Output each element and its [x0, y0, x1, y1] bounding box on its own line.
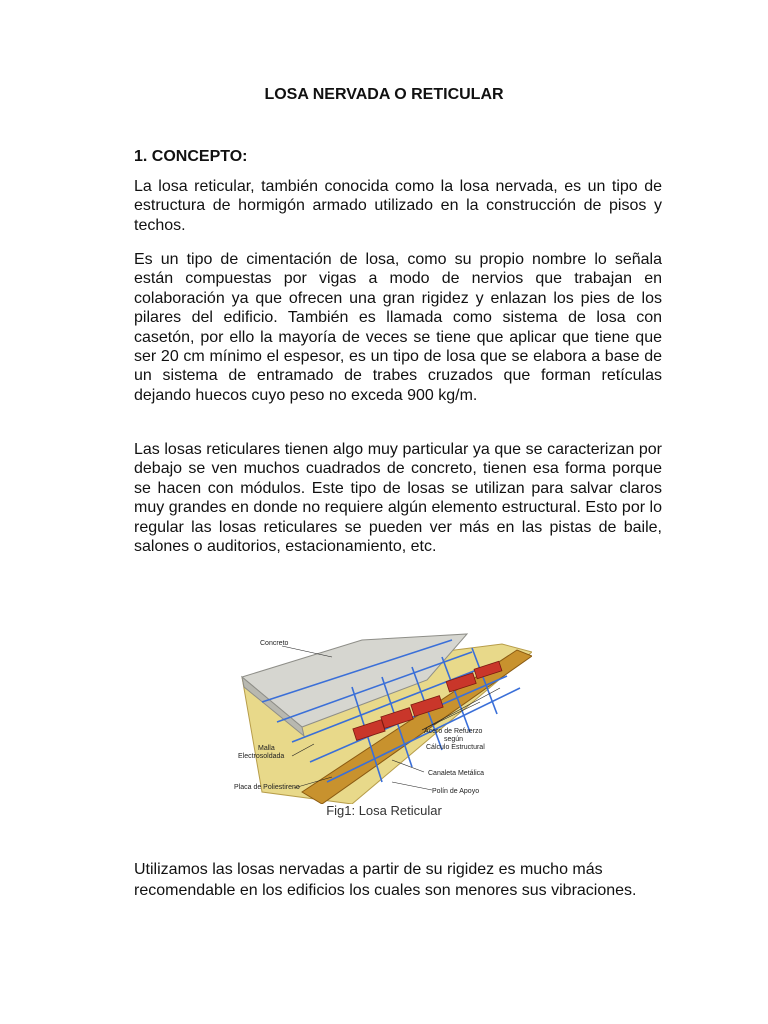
label-malla-2: Electrosoldada [238, 753, 285, 760]
label-acero-1: Acero de Refuerzo [424, 728, 483, 735]
losa-reticular-figure [232, 632, 532, 804]
closing-paragraph: Utilizamos las losas nervadas a partir de su rigidez es mucho más recomendable en los edificios los cuales son menores sus vibraciones. [134, 861, 637, 899]
paragraph-1: La losa reticular, también conocida como la losa nervada, es un tipo de estructura de hormigón armado utilizado en la construcción de pisos y techos. [134, 178, 662, 234]
label-polin: Polín de Apoyo [432, 788, 480, 795]
label-acero-2: según [444, 736, 464, 743]
label-malla-1: Malla [258, 745, 275, 752]
label-concreto: Concreto [260, 640, 289, 647]
losa-reticular-illustration [232, 632, 532, 804]
section-heading: 1. CONCEPTO: [134, 148, 248, 165]
figure-caption: Fig1: Losa Reticular [326, 803, 442, 818]
label-acero-3: Cálculo Estructural [426, 744, 485, 751]
paragraph-2: Es un tipo de cimentación de losa, como su propio nombre lo señala están compuestas por vigas a modo de nervios que trabajan en colaboración ya que ofrecen una gran rigidez y enlazan los pies de los pilares del edificio. También es llamada como sistema de losa con casetón, por ello la mayoría de veces se tiene que aplicar que tiene que ser 20 cm mínimo el espesor, es un tipo de losa que se elabora a base de un sistema de entramado de trabes cruzados que forman retículas dejando huecos cuyo peso no exceda 900 kg/m. [134, 251, 662, 404]
label-canaleta: Canaleta Metálica [428, 770, 485, 777]
document-title: LOSA NERVADA O RETICULAR [264, 86, 504, 103]
paragraph-3: Las losas reticulares tienen algo muy particular ya que se caracterizan por debajo se ven muchos cuadrados de concreto, tienen esa forma porque se hacen con módulos. Este tipo de losas se utilizan para salvar claros muy grandes en donde no requiere algún elemento estructural. Esto por lo regular las losas reticulares se pueden ver más en las pistas de baile, salones o auditorios, estacionamiento, etc. [134, 441, 662, 556]
label-placa: Placa de Poliestireno [234, 784, 300, 791]
